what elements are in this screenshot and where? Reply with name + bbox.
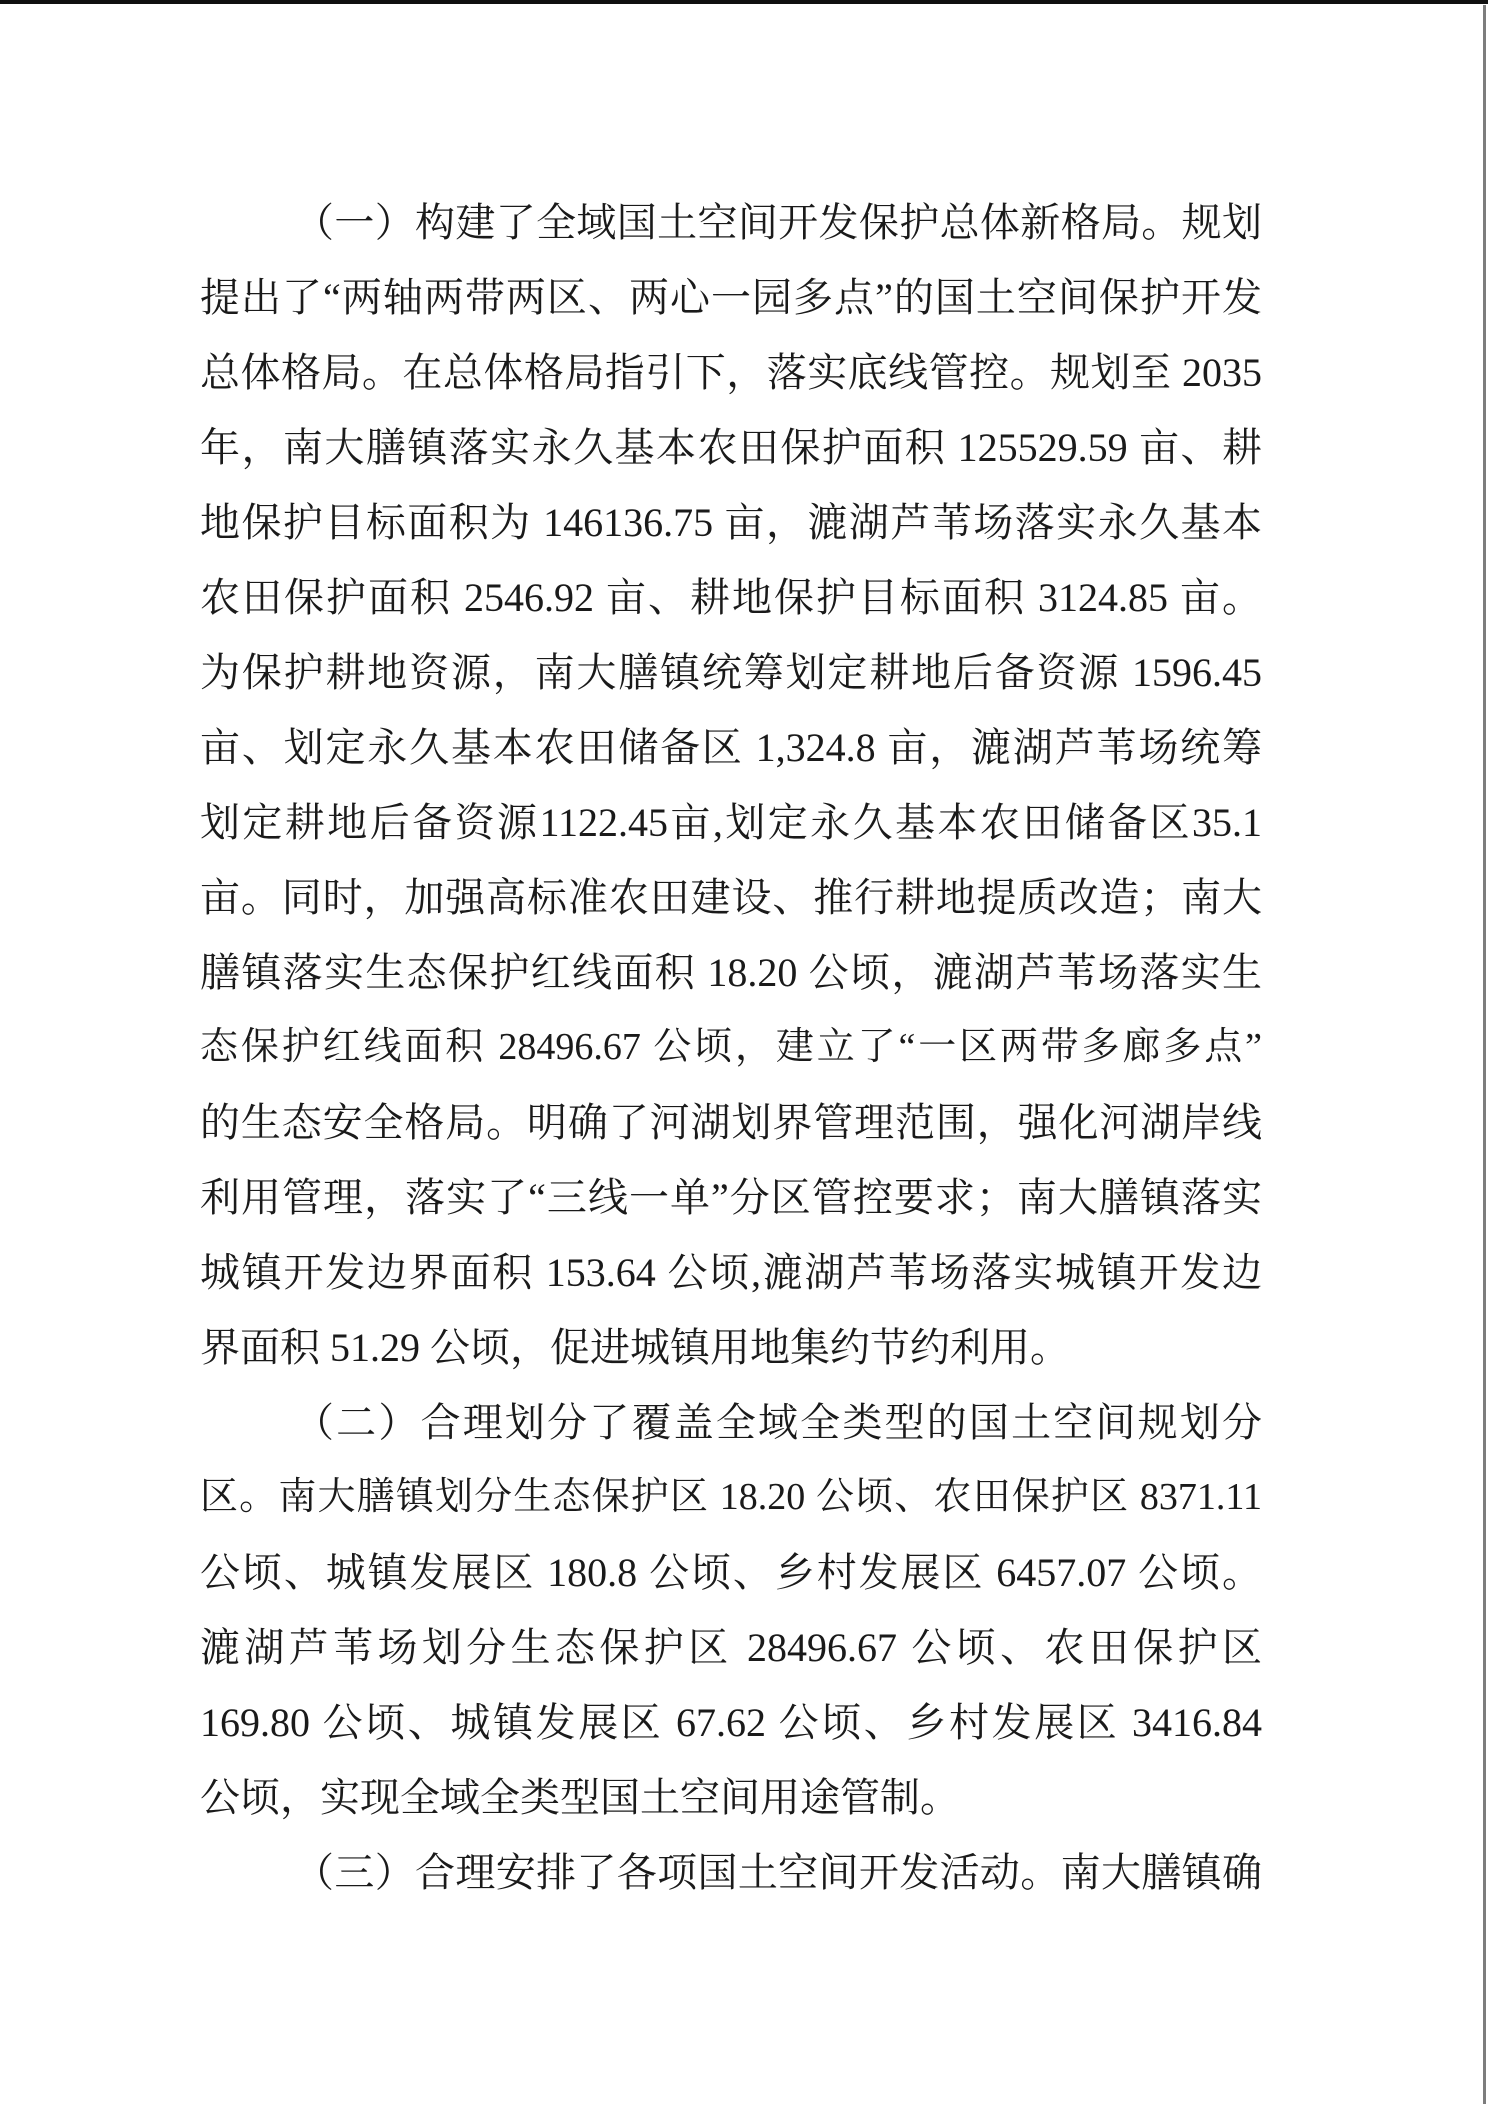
text-line: （一）构建了全域国土空间开发保护总体新格局。规划 bbox=[294, 200, 1262, 245]
page-top-border bbox=[0, 0, 1488, 4]
document-body bbox=[200, 185, 1262, 1910]
text-line: （二）合理划分了覆盖全域全类型的国土空间规划分 bbox=[294, 1400, 1262, 1445]
text-line: 公顷，实现全域全类型国土空间用途管制。 bbox=[200, 1775, 960, 1820]
text-line: 界面积 51.29 公顷，促进城镇用地集约节约利用。 bbox=[200, 1325, 1070, 1370]
text-line: 膳镇落实生态保护红线面积 18.20 公顷，漉湖芦苇场落实生 bbox=[200, 950, 1262, 995]
text-line: 年，南大膳镇落实永久基本农田保护面积 125529.59 亩、耕 bbox=[200, 425, 1262, 470]
page-right-border bbox=[1483, 5, 1486, 2104]
text-line: 亩。同时，加强高标准农田建设、推行耕地提质改造；南大 bbox=[200, 875, 1262, 920]
text-line: 公顷、城镇发展区 180.8 公顷、乡村发展区 6457.07 公顷。 bbox=[200, 1550, 1262, 1595]
text-line: 区。南大膳镇划分生态保护区 18.20 公顷、农田保护区 8371.11 bbox=[200, 1476, 1262, 1518]
text-line: 地保护目标面积为 146136.75 亩，漉湖芦苇场落实永久基本 bbox=[200, 500, 1262, 545]
text-line: （三）合理安排了各项国土空间开发活动。南大膳镇确 bbox=[294, 1850, 1262, 1895]
text-line: 利用管理，落实了“三线一单”分区管控要求；南大膳镇落实 bbox=[200, 1175, 1262, 1220]
text-line: 为保护耕地资源，南大膳镇统筹划定耕地后备资源 1596.45 bbox=[200, 650, 1262, 695]
text-line: 的生态安全格局。明确了河湖划界管理范围，强化河湖岸线 bbox=[200, 1100, 1262, 1145]
text-line: 漉湖芦苇场划分生态保护区 28496.67 公顷、农田保护区 bbox=[200, 1625, 1262, 1670]
text-line: 态保护红线面积 28496.67 公顷，建立了“一区两带多廊多点” bbox=[200, 1026, 1262, 1068]
text-line: 城镇开发边界面积 153.64 公顷,漉湖芦苇场落实城镇开发边 bbox=[200, 1250, 1262, 1295]
text-line: 提出了“两轴两带两区、两心一园多点”的国土空间保护开发 bbox=[200, 275, 1262, 320]
text-line: 划定耕地后备资源1122.45亩,划定永久基本农田储备区35.1 bbox=[200, 800, 1262, 845]
text-line: 亩、划定永久基本农田储备区 1,324.8 亩，漉湖芦苇场统筹 bbox=[200, 725, 1262, 770]
text-line: 169.80 公顷、城镇发展区 67.62 公顷、乡村发展区 3416.84 bbox=[200, 1700, 1262, 1745]
text-line: 农田保护面积 2546.92 亩、耕地保护目标面积 3124.85 亩。 bbox=[200, 575, 1262, 620]
text-line: 总体格局。在总体格局指引下，落实底线管控。规划至 2035 bbox=[200, 350, 1262, 395]
